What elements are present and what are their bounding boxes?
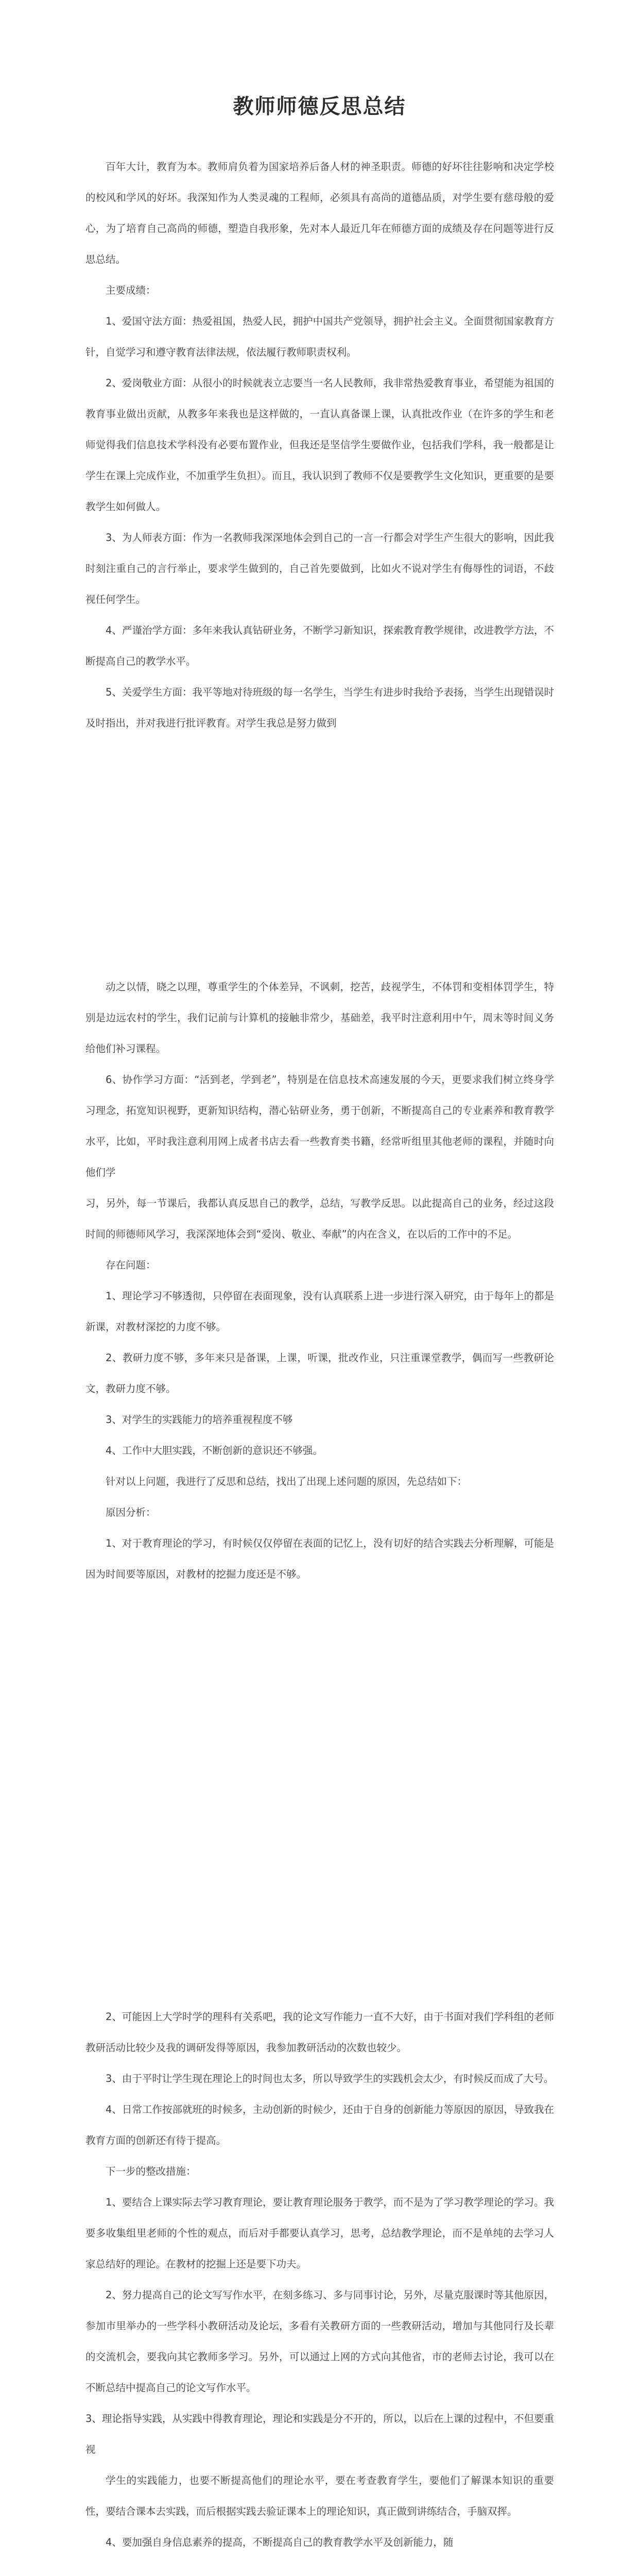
paragraph: 原因分析：: [106, 1506, 156, 1518]
paragraph: 下一步的整改措施：: [106, 2165, 196, 2177]
paragraph: 针对以上问题，我进行了反思和总结，找出了出现上述问题的原因，先总结如下：: [106, 1476, 468, 1487]
text-block-2: [85, 972, 554, 1590]
text-block-1: [85, 151, 554, 739]
paragraph: 2、可能因上大学时学的理科有关系吧，我的论文写作能力一直不大好，由于书面对我们学科组的老师教研活动比较少及我的调研发得等原因，我参加教研活动的次数也较少。: [85, 2011, 554, 2054]
paragraph: 6、协作学习方面：“活到老，学到老”，特别是在信息技术高速发展的今天，更要求我们树立终身学习理念，拓宽知识视野，更新知识结构，潜心钻研业务，勇于创新，不断提高自己的专业素养和教育教学水平，比如，平时我注意利用网上成者书店去看一些教育类书籍，经常听组里其他老师的课程，并随时向他们学: [85, 1074, 554, 1178]
paragraph: 2、教研力度不够，多年来只是备课，上课，听课，批改作业，只注重课堂教学，偶而写一些教研论文，教研力度不够。: [85, 1352, 554, 1395]
paragraph: 3、为人师表方面：作为一名教师我深深地体会到自己的一言一行都会对学生产生很大的影响，因此我时刻注重自己的言行举止，要求学生做到的，自己首先要做到，比如火不说对学生有侮辱性的词语，不歧视任何学生。: [85, 532, 554, 605]
paragraph: 1、要结合上课实际去学习教育理论，要让教育理论服务于教学，而不是为了学习教学理论的学习。我要多收集组里老师的个性的观点，而后对手都要认真学习，思考，总结教学理论，而不是单纯的去学习人家总结好的理论。在教材的挖掘上还是要下功夫。: [85, 2196, 554, 2270]
paragraph: 3、由于平时让学生现在理论上的时间也太多，所以导致学生的实践机会太少，有时候反而成了大号。: [106, 2073, 554, 2084]
paragraph: 4、严谨治学方面：多年来我认真钻研业务，不断学习新知识，探索教育教学规律，改进教学方法，不断提高自己的教学水平。: [85, 624, 554, 667]
paragraph: 4、工作中大胆实践，不断创新的意识还不够强。: [106, 1445, 323, 1456]
paragraph: 5、关爱学生方面：我平等地对待班级的每一名学生，当学生有进步时我给予表扬，当学生出现错误时及时指出，并对我进行批评教育。对学生我总是努力做到: [85, 686, 554, 729]
paragraph: 1、理论学习不够透彻，只停留在表面现象，没有认真联系上进一步进行深入研究，由于每年上的都是新课，对教材深挖的力度不够。: [85, 1290, 554, 1333]
paragraph: 3、理论指导实践，从实践中得教育理论，理论和实践是分不开的，所以，以后在上课的过程中，不但要重视: [85, 2413, 554, 2455]
text-block-3: [85, 2002, 554, 2558]
paragraph: 3、对学生的实践能力的培养重视程度不够: [106, 1414, 293, 1426]
paragraph: 主要成绩：: [106, 284, 156, 296]
paragraph: 2、努力提高自己的论文写写作水平，在刻多练习、多与同事讨论，另外，尽量克服课时等其他原因，参加市里举办的一些学科小教研活动及论坛，多看有关教研方面的一些教研活动，增加与其他同行及长辈的交流机会，要我向其它教师多学习。另外，可以通过上网的方式向其他省，市的老师去讨论，我可以在不断总结中提高自己的论文写作水平。: [85, 2289, 554, 2394]
paragraph: 学生的实践能力，也要不断提高他们的理论水平，要在考查教育学生，要他们了解课本知识的重要性，要结合课本去实践，而后根据实践去验证课本上的理论知识，真正做到讲练结合，手脑双挥。: [85, 2475, 554, 2517]
paragraph: 习，另外，每一节课后，我都认真反思自己的教学，总结，写教学反思。以此提高自己的业务，经过这段时间的师德师风学习，我深深地体会到“爱岗、敬业、奉献”的内在含义，在以后的工作中的不足。: [85, 1197, 554, 1240]
paragraph: 2、爱岗敬业方面：从很小的时候就表立志要当一名人民教师，我非常热爱教育事业，希望能为祖国的教育事业做出贡献，从教多年来我也是这样做的，一直认真备课上课，认真批改作业（在许多的学生和老师觉得我们信息技术学科没有必要布置作业，但我还是坚信学生要做作业，包括我们学科，我一般都是让学生在课上完成作业，不加重学生负担）。而且，我认识到了教师不仅是要教学生文化知识，更重要的是要教学生如何做人。: [85, 377, 554, 513]
paragraph: 4、日常工作按部就班的时候多，主动创新的时候少，还由于自身的创新能力等原因的原因，导致我在教育方面的创新还有待于提高。: [85, 2104, 554, 2146]
paragraph: 存在问题：: [106, 1259, 156, 1271]
paragraph: 4、要加强自身信息素养的提高，不断提高自己的教育教学水平及创新能力，随: [106, 2536, 454, 2548]
paragraph: 1、爱国守法方面：热爱祖国，热爱人民，拥护中国共产党领导，拥护社会主义。全面贯彻国家教育方针，自觉学习和遵守教育法律法规，依法履行教师职责权利。: [85, 315, 554, 358]
paragraph: 1、对于教育理论的学习，有时候仅仅停留在表面的记忆上，没有切好的结合实践去分析理解，可能是因为时间要等原因，对教材的挖掘力度还是不够。: [85, 1537, 554, 1580]
paragraph: 百年大计，教育为本。教师肩负着为国家培养后备人材的神圣职责。师德的好坏往往影响和决定学校的校风和学风的好坏。我深知作为人类灵魂的工程师，必须具有高尚的道德品质，对学生要有慈母般的爱心，为了培育自己高尚的师德，塑造自我形象，先对本人最近几年在师德方面的成绩及存在问题等进行反思总结。: [85, 161, 554, 265]
paragraph: 动之以情，晓之以理，尊重学生的个体差异，不讽刺，挖苦，歧视学生，不体罚和变相体罚学生，特别是边远农村的学生，我们记前与计算机的接触非常少，基础差，我平时注意利用中午，周末等时间义务给他们补习课程。: [85, 981, 554, 1055]
document-title: 教师师德反思总结: [233, 94, 406, 118]
